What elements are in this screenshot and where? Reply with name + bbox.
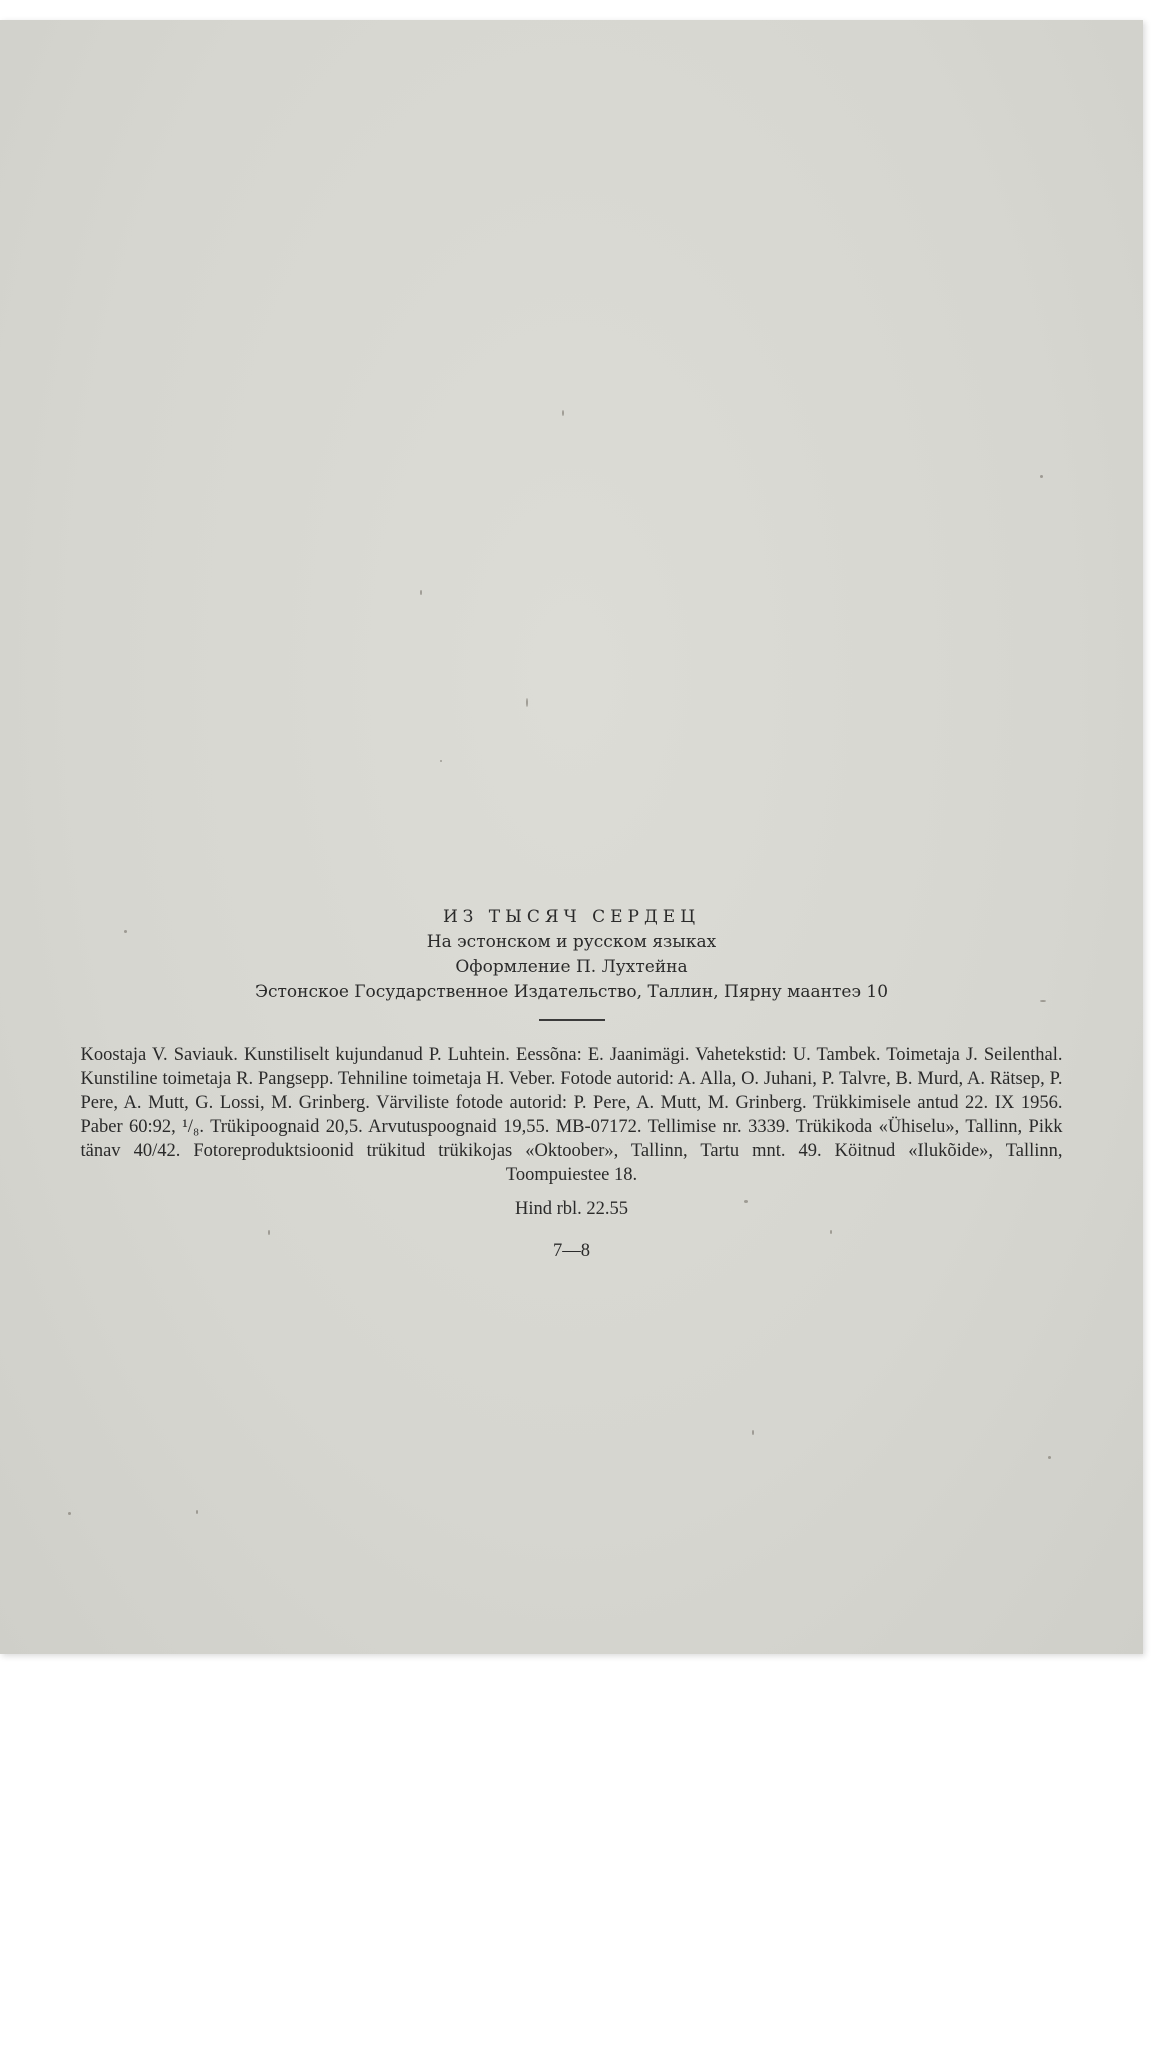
paper-speck [526, 698, 528, 707]
price-line: Hind rbl. 22.55 [514, 1199, 629, 1219]
paper-speck [1048, 1456, 1051, 1459]
paper-speck [68, 1512, 71, 1515]
paper-speck [752, 1430, 754, 1435]
book-title-ru: ИЗ ТЫСЯЧ СЕРДЕЦ [442, 907, 701, 927]
divider-rule [539, 1019, 605, 1021]
publisher-ru: Эстонское Государственное Издательство, Таллин, Пярну маантеэ 10 [254, 982, 889, 1002]
design-credit-ru: Оформление П. Лухтейна [455, 957, 688, 977]
imprint-block [0, 905, 1143, 1263]
paper-speck [196, 1510, 198, 1514]
paper-speck [562, 410, 564, 416]
credits-paragraph-et: Koostaja V. Saviauk. Kunstiliselt kujundanud P. Luhtein. Eessõna: E. Jaanimägi. Vahetekstid: U. Tambek. Toimetaja J. Seilenthal. Kunstiline toimetaja R. Pangsepp. Tehniline toimetaja H. Veber. Fotode autorid: A. Alla, O. Juhani, P. Talvre, B. Murd, A. Rätsep, P. Pere, A. Mutt, G. Lossi, M. Grinberg. Värviliste fotode autorid: P. Pere, A. Mutt, M. Grinberg. Trükkimisele antud 22. IX 1956. Paber 60:92, ¹/₈. Trükipoognaid 20,5. Arvutuspoognaid 19,55. MB-07172. Tellimise nr. 3339. Trükikoda «Ühiselu», Tallinn, Pikk tänav 40/42. Fotoreproduktsioonid trükitud trükikojas «Oktoober», Tallinn, Tartu mnt. 49. Köitnud «Ilukõide», Tallinn, Toompuiestee 18. [80, 1045, 1063, 1185]
language-note-ru: На эстонском и русском языках [426, 932, 717, 952]
paper-speck [440, 760, 442, 762]
book-page [0, 20, 1143, 1654]
paper-speck [420, 590, 422, 595]
print-code: 7—8 [553, 1241, 590, 1261]
paper-speck [1040, 475, 1043, 478]
